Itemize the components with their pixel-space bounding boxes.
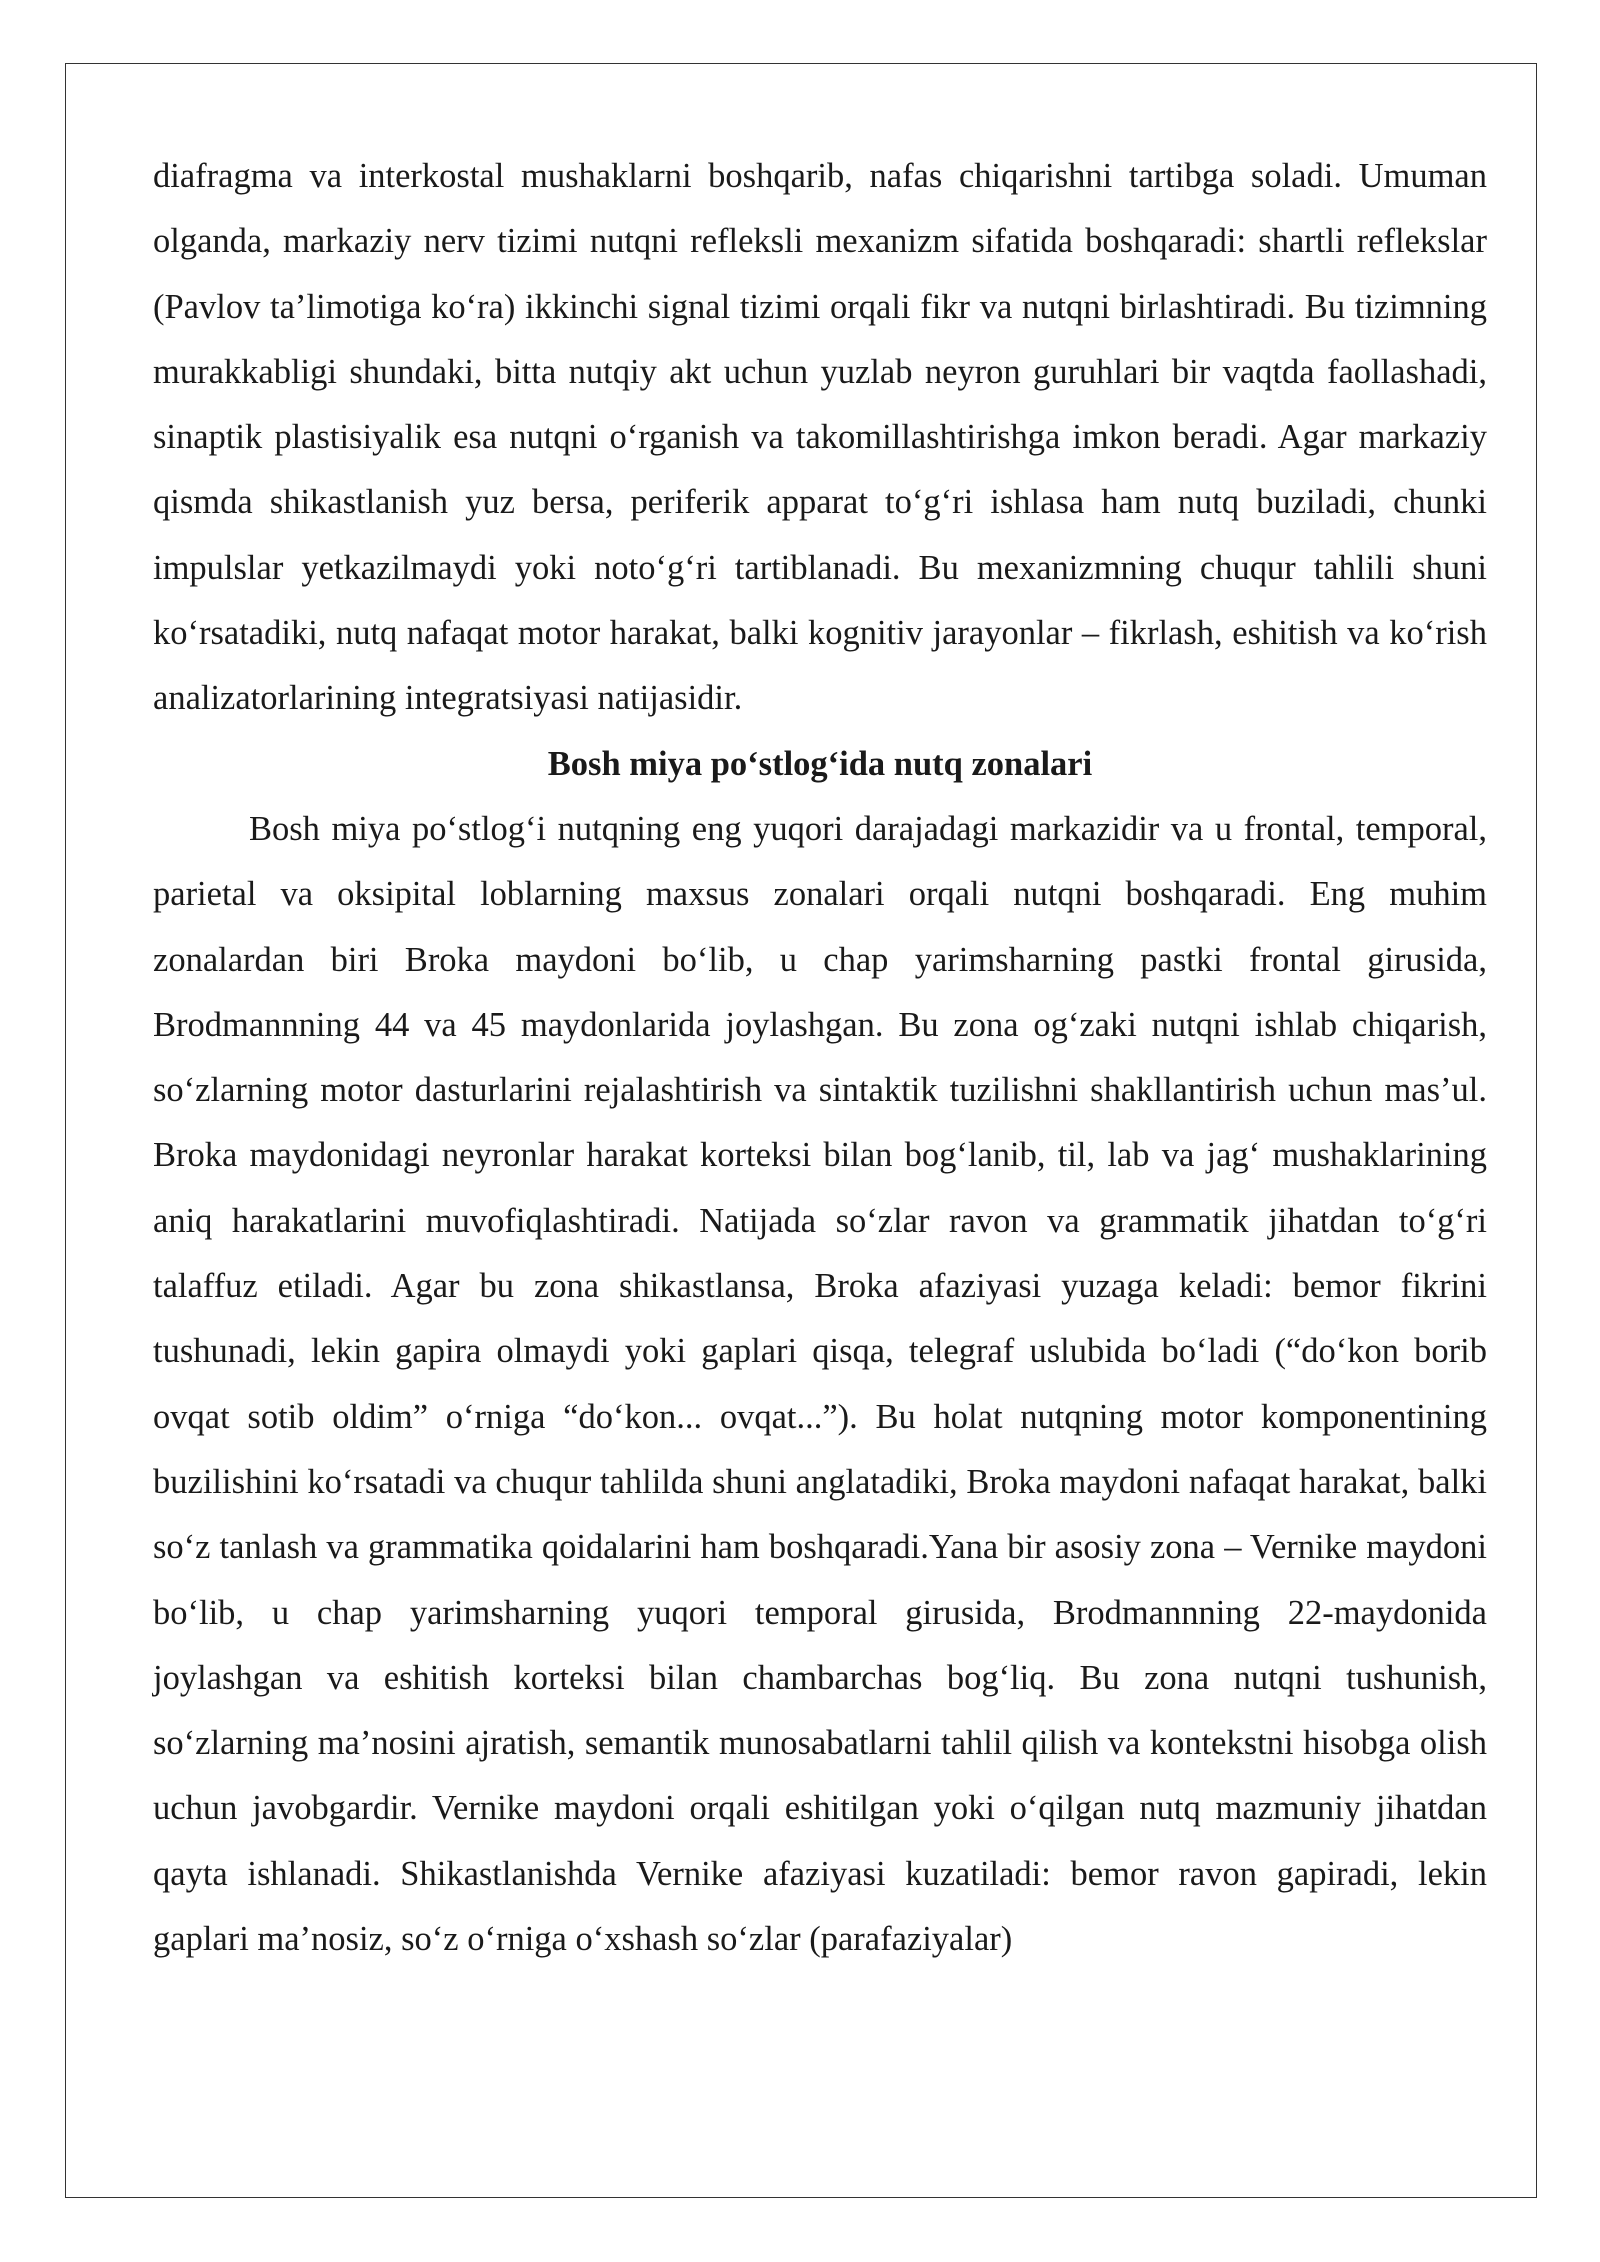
section-heading: Bosh miya po‘stlog‘ida nutq zonalari bbox=[547, 744, 1093, 783]
document-body bbox=[153, 144, 1487, 1972]
body-paragraph: Bosh miya po‘stlog‘i nutqning eng yuqori darajadagi markazidir va u frontal, temporal, parietal va oksipital loblarning maxsus zonalari orqali nutqni boshqaradi. Eng muhim zonalardan biri Broka maydoni bo‘lib, u chap yarimsharning pastki frontal girusida, Brodmannning 44 va 45 maydonlarida joylashgan. Bu zona og‘zaki nutqni ishlab chiqarish, so‘zlarning motor dasturlarini rejalashtirish va sintaktik tuzilishni shakllantirish uchun mas’ul. Broka maydonidagi neyronlar harakat korteksi bilan bog‘lanib, til, lab va jag‘ mushaklarining aniq harakatlarini muvofiqlashtiradi. Natijada so‘zlar ravon va grammatik jihatdan to‘g‘ri talaffuz etiladi. Agar bu zona shikastlansa, Broka afaziyasi yuzaga keladi: bemor fikrini tushunadi, lekin gapira olmaydi yoki gaplari qisqa, telegraf uslubida bo‘ladi (“do‘kon borib ovqat sotib oldim” o‘rniga “do‘kon... ovqat...”). Bu holat nutqning motor komponentining buzilishini ko‘rsatadi va chuqur tahlilda shuni anglatadiki, Broka maydoni nafaqat harakat, balki so‘z tanlash va grammatika qoidalarini ham boshqaradi.Yana bir asosiy zona – Vernike maydoni bo‘lib, u chap yarimsharning yuqori temporal girusida, Brodmannning 22-maydonida joylashgan va eshitish korteksi bilan chambarchas bog‘liq. Bu zona nutqni tushunish, so‘zlarning ma’nosini ajratish, semantik munosabatlarni tahlil qilish va kontekstni hisobga olish uchun javobgardir. Vernike maydoni orqali eshitilgan yoki o‘qilgan nutq mazmuniy jihatdan qayta ishlanadi. Shikastlanishda Vernike afaziyasi kuzatiladi: bemor ravon gapiradi, lekin gaplari ma’nosiz, so‘z o‘rniga o‘xshash so‘zlar (parafaziyalar) bbox=[153, 809, 1487, 1959]
body-paragraph: diafragma va interkostal mushaklarni boshqarib, nafas chiqarishni tartibga soladi. Umuman olganda, markaziy nerv tizimi nutqni refleksli mexanizm sifatida boshqaradi: shartli reflekslar (Pavlov ta’limotiga ko‘ra) ikkinchi signal tizimi orqali fikr va nutqni birlashtiradi. Bu tizimning murakkabligi shundaki, bitta nutqiy akt uchun yuzlab neyron guruhlari bir vaqtda faollashadi, sinaptik plastisiyalik esa nutqni o‘rganish va takomillashtirishga imkon beradi. Agar markaziy qismda shikastlanish yuz bersa, periferik apparat to‘g‘ri ishlasa ham nutq buziladi, chunki impulslar yetkazilmaydi yoki noto‘g‘ri tartiblanadi. Bu mexanizmning chuqur tahlili shuni ko‘rsatadiki, nutq nafaqat motor harakat, balki kognitiv jarayonlar – fikrlash, eshitish va ko‘rish analizatorlarining integratsiyasi natijasidir. bbox=[153, 157, 1487, 718]
